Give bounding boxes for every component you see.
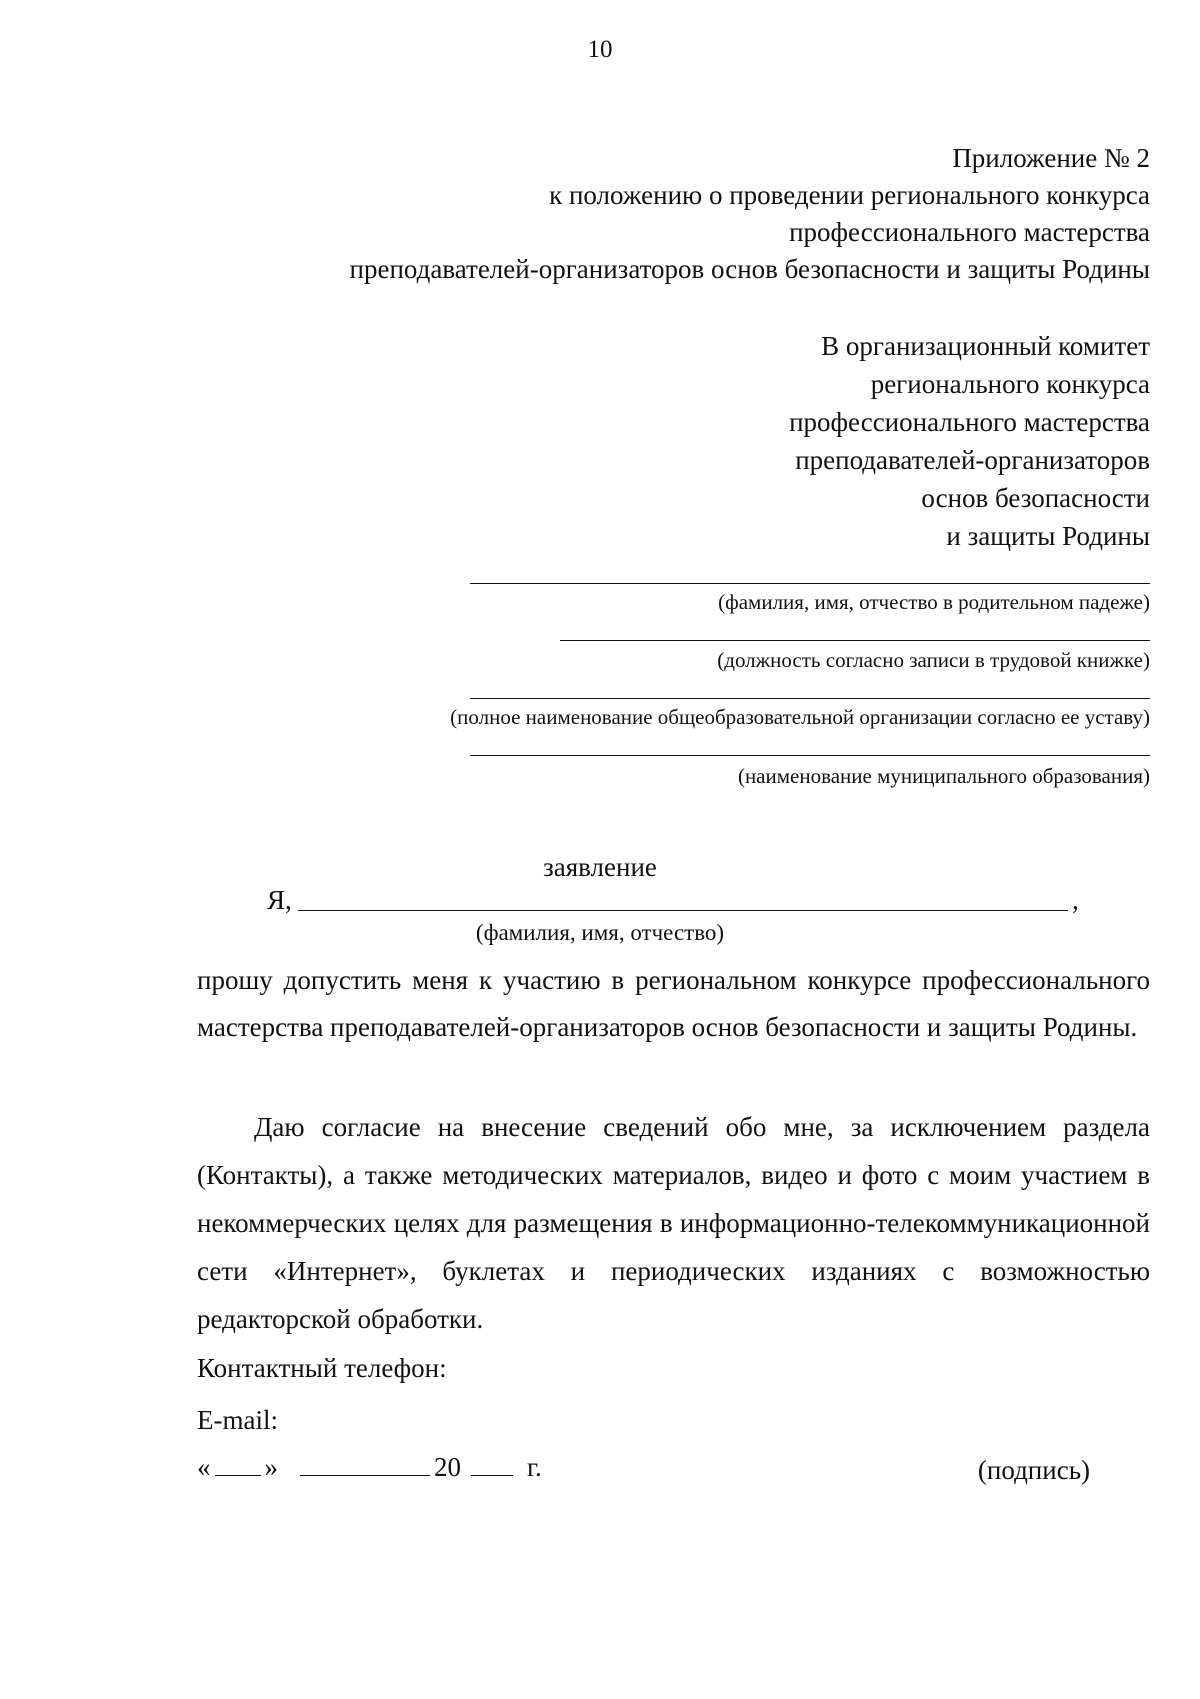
date-open-quote: «: [197, 1452, 211, 1482]
date-row: [197, 1447, 542, 1487]
addressee-line: основ безопасности: [921, 483, 1150, 513]
statement-title: заявление: [543, 852, 657, 882]
full-name-line[interactable]: [298, 910, 1068, 911]
consent-paragraph: Даю согласие на внесение сведений обо мне, за исключением раздела (Контакты), а также методических материалов, видео и фото с моим участием в некоммерческих целях для размещения в информационно-телекоммуникационной сети «Интернет», буклетах и периодических изданиях с возможностью редакторской обработки.: [197, 1112, 1150, 1334]
date-close-quote: »: [264, 1452, 278, 1482]
appendix-line: профессионального мастерства: [789, 217, 1150, 247]
addressee-line: преподавателей-организаторов: [795, 445, 1150, 475]
year-blank[interactable]: [471, 1451, 513, 1476]
applicant-name-line[interactable]: [470, 583, 1150, 584]
day-blank[interactable]: [215, 1451, 261, 1476]
position-line[interactable]: [560, 640, 1150, 641]
municipality-hint: (наименование муниципального образования): [737, 764, 1150, 788]
request-paragraph: прошу допустить меня к участию в региональном конкурсе профессионального мастерства преподавателей-организаторов основ безопасности и защиты Родины.: [197, 965, 1150, 1042]
month-blank[interactable]: [300, 1451, 430, 1476]
applicant-name-hint: (фамилия, имя, отчество в родительном падеже): [718, 590, 1150, 614]
year-prefix: 20: [434, 1452, 461, 1482]
full-name-hint: (фамилия, имя, отчество): [475, 920, 725, 945]
ya-prefix: Я,: [267, 885, 292, 915]
appendix-header: [350, 140, 1150, 288]
appendix-line: к положению о проведении регионального конкурса: [549, 180, 1150, 210]
appendix-line: преподавателей-организаторов основ безопасности и защиты Родины: [349, 254, 1150, 284]
ya-suffix: ,: [1072, 885, 1079, 915]
addressee-block: [789, 327, 1150, 555]
position-hint: (должность согласно записи в трудовой книжке): [717, 648, 1150, 672]
addressee-line: В организационный комитет: [821, 331, 1150, 361]
organization-hint: (полное наименование общеобразовательной организации согласно ее уставу): [450, 705, 1150, 729]
appendix-line: Приложение № 2: [952, 143, 1150, 173]
page-number: 10: [587, 36, 613, 63]
organization-line[interactable]: [470, 698, 1150, 699]
addressee-line: профессионального мастерства: [789, 407, 1150, 437]
contact-phone-label: Контактный телефон:: [197, 1353, 447, 1383]
municipality-line[interactable]: [470, 755, 1150, 756]
signature-hint: (подпись): [977, 1455, 1090, 1485]
contact-email-label: E-mail:: [197, 1405, 278, 1435]
addressee-line: регионального конкурса: [870, 369, 1150, 399]
year-suffix: г.: [527, 1452, 542, 1482]
addressee-line: и защиты Родины: [946, 521, 1150, 551]
